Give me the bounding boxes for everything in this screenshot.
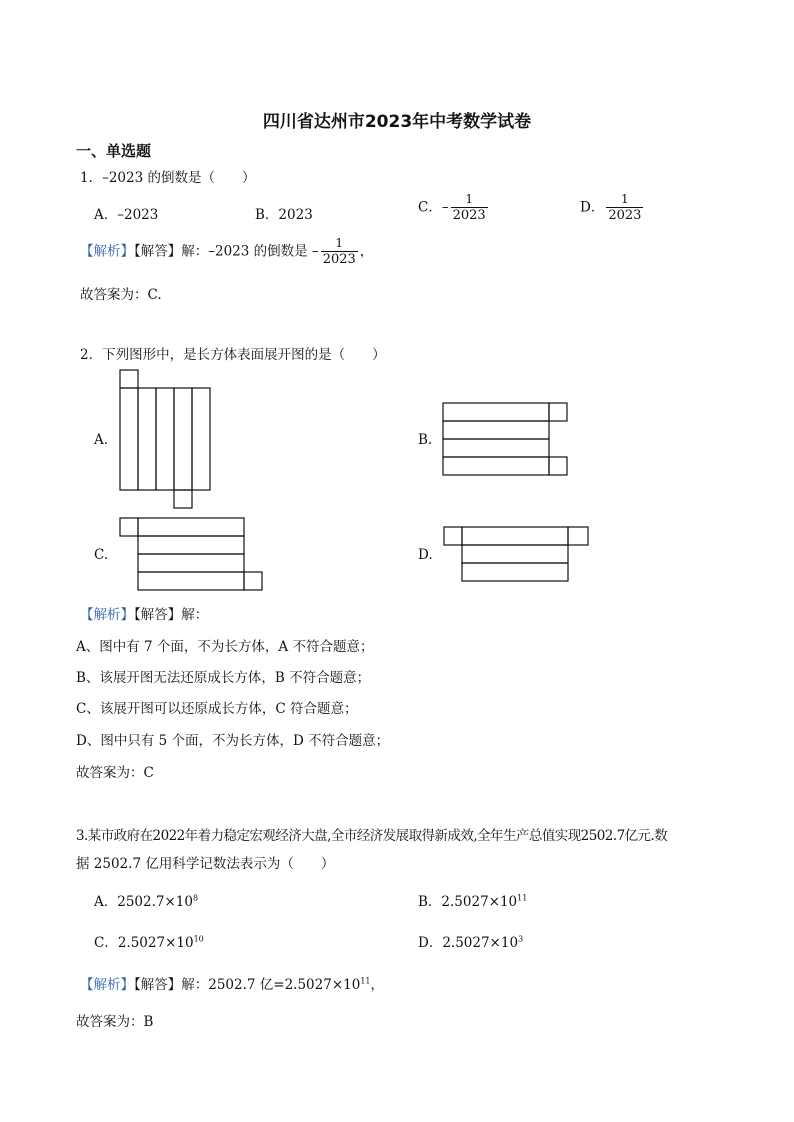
- q2-answer: 故答案为：C: [76, 765, 154, 781]
- analysis-tag[interactable]: 【解析】: [80, 607, 134, 623]
- fraction: $\frac{1}{2023}$: [452, 192, 486, 223]
- fraction: $\frac{1}{2023}$: [322, 236, 356, 267]
- question-3-stem-line1: 3.某市政府在2022年着力稳定宏观经济大盘,全市经济发展取得新成效,全年生产总值实现2502.7亿元.数: [76, 828, 668, 844]
- q1-option-c: C．– $\frac{1}{2023}$: [418, 192, 486, 223]
- section-heading: 一、单选题: [76, 142, 152, 160]
- q3-option-c: C．$2.5027\times 10^{10}$: [94, 934, 204, 951]
- question-2-stem: 2．下列图形中，是长方体表面展开图的是（ ）: [80, 347, 386, 363]
- q2-analysis-line-a: A、图中有 7 个面，不为长方体，A 不符合题意；: [76, 639, 374, 655]
- q2-analysis-line-c: C、该展开图可以还原成长方体，C 符合题意；: [76, 701, 358, 717]
- q1-option-a: A．–2023: [94, 207, 159, 223]
- q3-analysis: 【解析】【解答】解：2502.7 亿$=2.5027\times 10^{11}$，: [80, 976, 385, 993]
- q1-analysis: 【解析】【解答】解：–2023 的倒数是 – $\frac{1}{2023}$ ，: [80, 236, 374, 267]
- analysis-tag[interactable]: 【解析】: [80, 977, 134, 993]
- q2-label-a: A.: [94, 432, 109, 448]
- q3-option-d: D．$2.5027\times 10^3$: [418, 934, 524, 951]
- q1-option-b: B．2023: [255, 207, 313, 223]
- analysis-tag[interactable]: 【解析】: [80, 243, 134, 260]
- q3-option-a: A．$2502.7\times 10^8$: [94, 893, 199, 910]
- page-title: 四川省达州市2023年中考数学试卷: [262, 112, 532, 132]
- q2-label-b: B.: [418, 432, 433, 448]
- question-3-stem-line2: 据 2502.7 亿用科学记数法表示为（ ）: [76, 856, 335, 872]
- q2-label-c: C.: [94, 547, 109, 563]
- q3-answer: 故答案为：B: [76, 1014, 154, 1030]
- q2-label-d: D.: [418, 547, 433, 563]
- question-1-stem: 1．–2023 的倒数是（ ）: [80, 170, 256, 186]
- q2-analysis-line-d: D、图中只有 5 个面，不为长方体，D 不符合题意；: [76, 733, 390, 749]
- q2-analysis-line-b: B、该展开图无法还原成长方体，B 不符合题意；: [76, 670, 371, 686]
- fraction: $\frac{1}{2023}$: [608, 192, 642, 223]
- q2-analysis: 【解析】【解答】解：: [80, 607, 209, 623]
- q1-answer: 故答案为：C.: [80, 287, 162, 303]
- q1-option-d: D． $\frac{1}{2023}$: [580, 192, 642, 223]
- q3-option-b: B．$2.5027\times 10^{11}$: [418, 893, 528, 910]
